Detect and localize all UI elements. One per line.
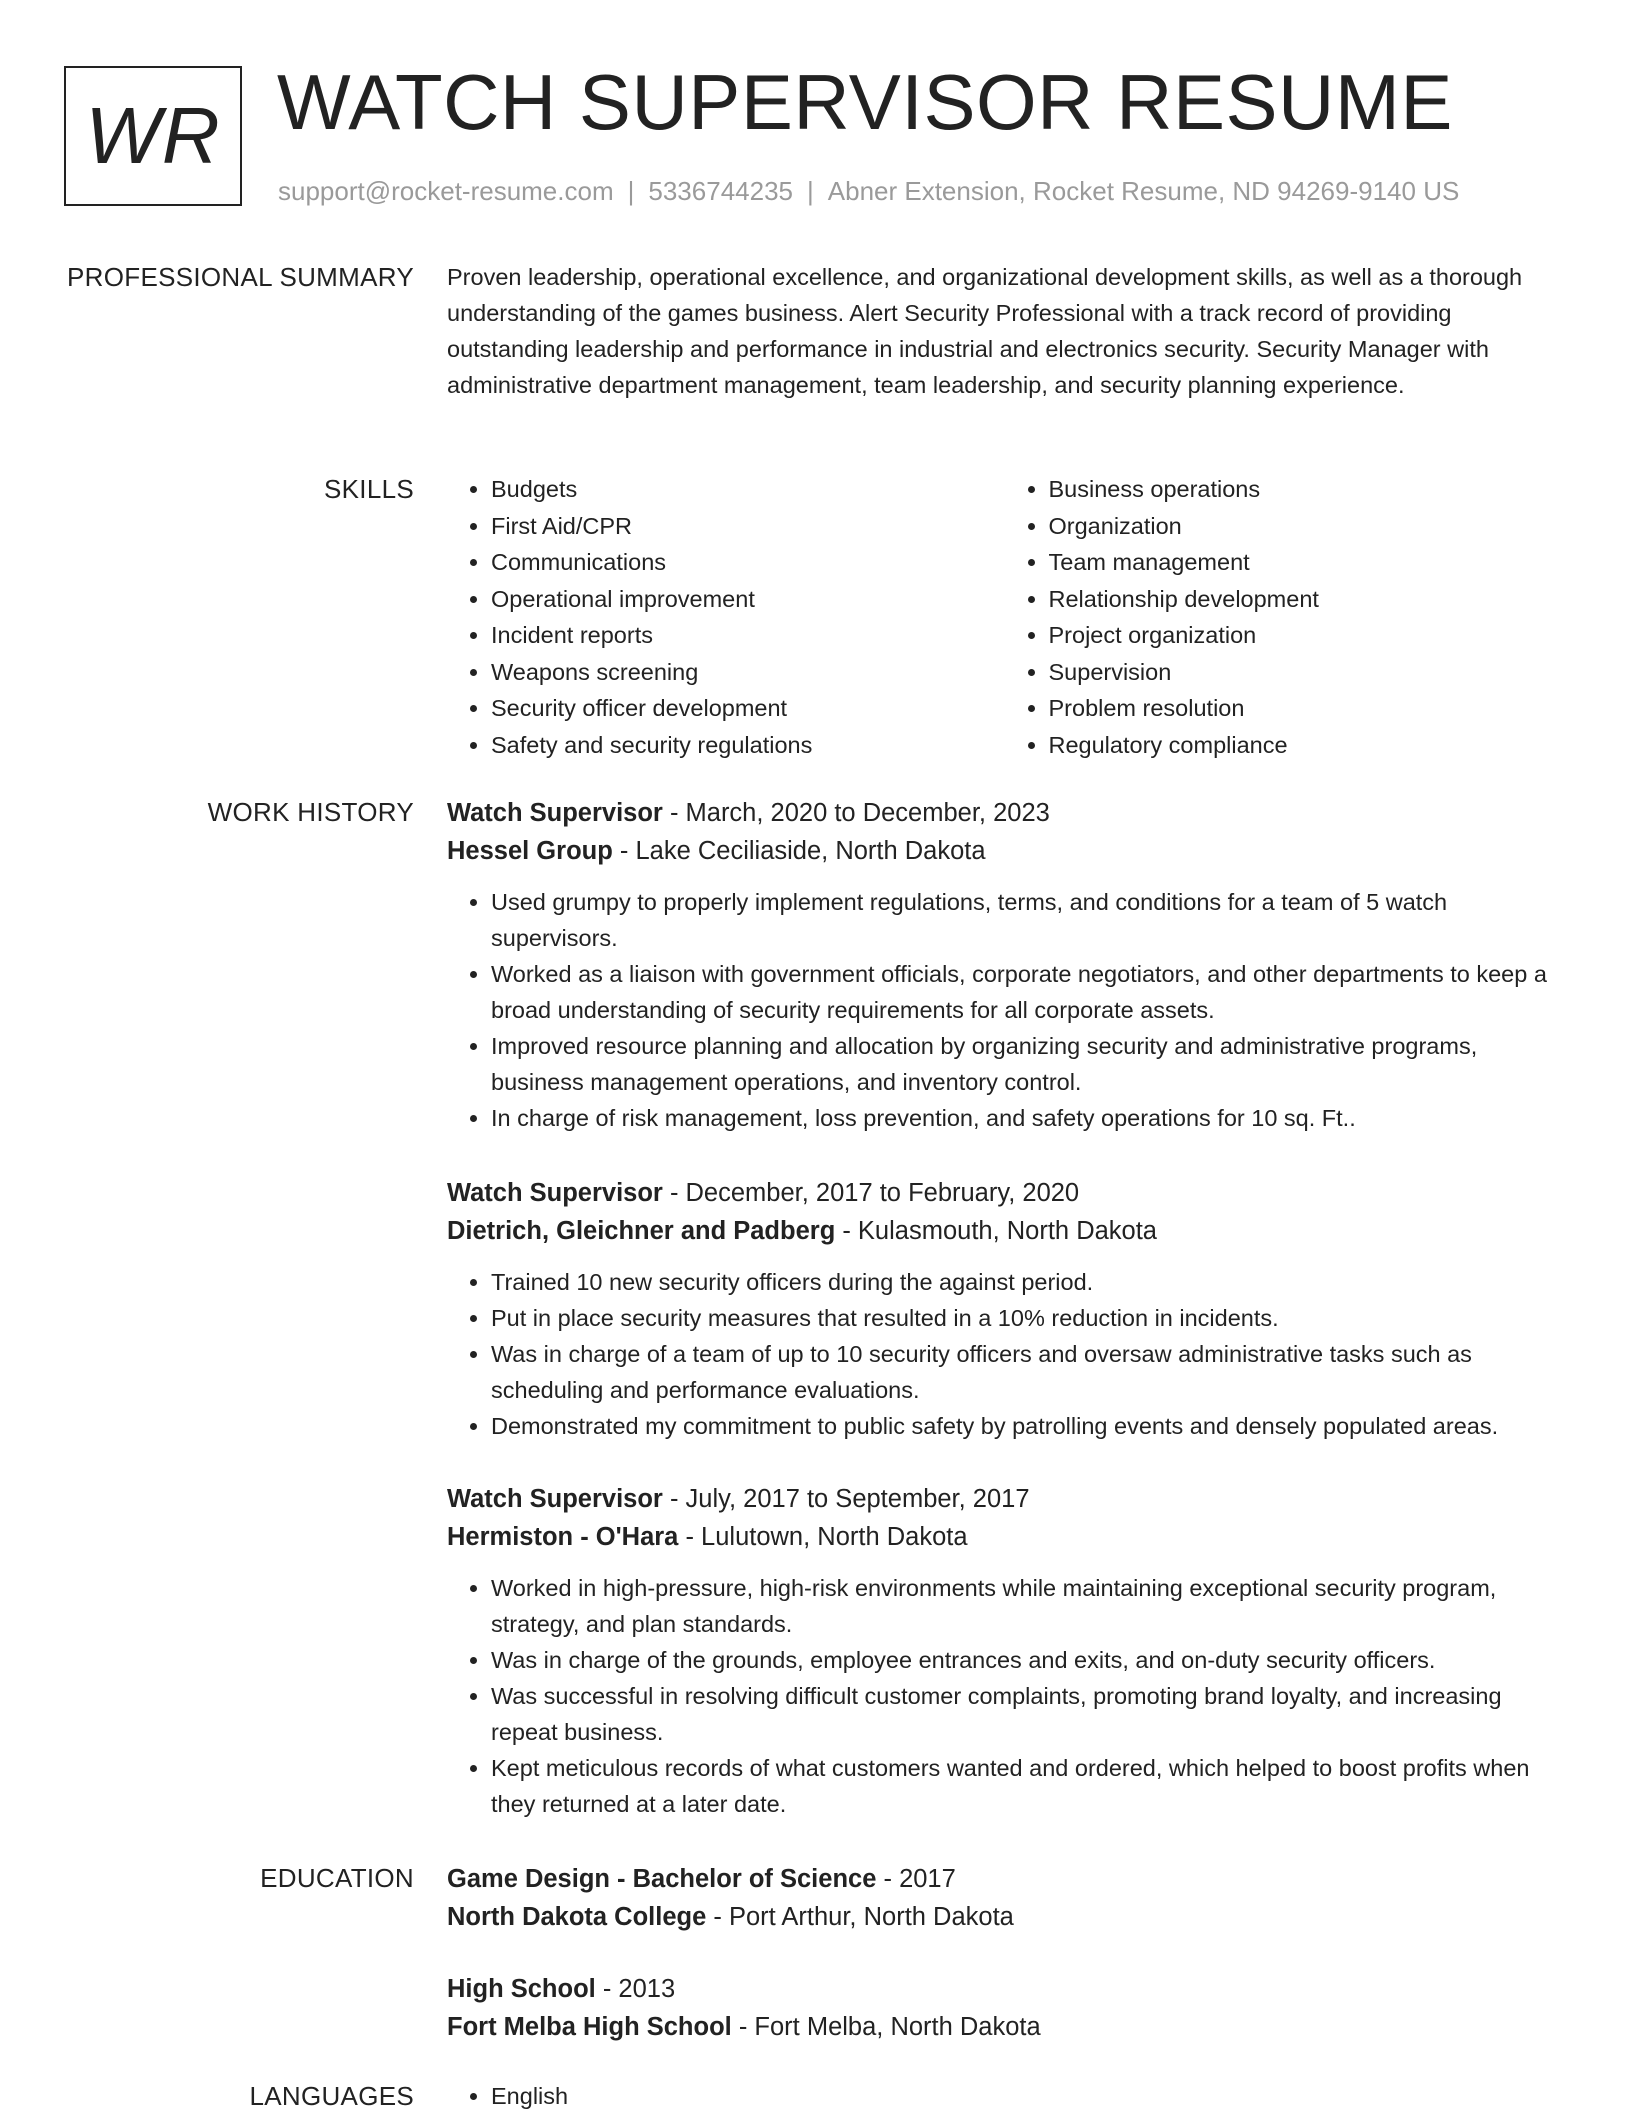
education-school-line [447, 1898, 1562, 1936]
skill-item: • Regulatory compliance [1049, 727, 1563, 764]
job-bullet: • Was successful in resolving difficult customer complaints, promoting brand loyalty, and increasing repeat business. [491, 1678, 1562, 1750]
education-year: - 2017 [876, 1865, 956, 1893]
job-title-line [447, 1480, 1562, 1518]
contact-line [278, 174, 1459, 208]
job-bullet: • Was in charge of the grounds, employee entrances and exits, and on-duty security officers. [491, 1642, 1562, 1678]
job-title: Watch Supervisor [447, 1485, 663, 1513]
skill-item: • First Aid/CPR [491, 508, 1005, 545]
job-bullet: • Used grumpy to properly implement regulations, terms, and conditions for a team of 5 watch supervisors. [491, 884, 1562, 956]
skill-item: • Incident reports [491, 617, 1005, 654]
job-dates: - March, 2020 to December, 2023 [662, 799, 1050, 827]
job-title-line [447, 794, 1562, 832]
languages-list [447, 2078, 1562, 2112]
education-school-line [447, 2008, 1562, 2046]
education-entry [447, 1970, 1562, 2046]
job-title: Watch Supervisor [447, 799, 663, 827]
education-entry [447, 1860, 1562, 1936]
skills-heading: SKILLS [324, 474, 414, 504]
job-bullet: • Was in charge of a team of up to 10 security officers and oversaw administrative tasks such as scheduling and performance evaluations. [491, 1336, 1562, 1408]
language-item: • English [491, 2078, 1562, 2112]
summary-text: Proven leadership, operational excellence, and organizational development skills, as well as a thorough understanding of the games business. Alert Security Professional with a track record of providing outstanding leadership and performance in industrial and electronics security. Security Manager with administrative department management, team leadership, and security planning experience. [447, 264, 1523, 398]
skill-item: • Business operations [1049, 471, 1563, 508]
skill-item: • Project organization [1049, 617, 1563, 654]
job-bullet: • Improved resource planning and allocation by organizing security and administrative programs, business management operations, and inventory control. [491, 1028, 1562, 1100]
skill-item: • Communications [491, 544, 1005, 581]
skill-item: • Relationship development [1049, 581, 1563, 618]
job-location: - Kulasmouth, North Dakota [835, 1217, 1157, 1245]
job-company: Hessel Group [447, 837, 613, 865]
job-company-line [447, 1212, 1562, 1250]
job-company: Hermiston - O'Hara [447, 1523, 679, 1551]
education-year: - 2013 [595, 1975, 676, 2003]
job-bullet: • Demonstrated my commitment to public safety by patrolling events and densely populated areas. [491, 1408, 1562, 1444]
job-company: Dietrich, Gleichner and Padberg [447, 1217, 836, 1245]
education-degree-line [447, 1970, 1562, 2008]
skill-item: • Safety and security regulations [491, 727, 1005, 764]
contact-address: Abner Extension, Rocket Resume, ND 94269-9140 US [827, 176, 1460, 206]
job-bullets [447, 1570, 1562, 1822]
job-title: Watch Supervisor [447, 1179, 663, 1207]
education-heading: EDUCATION [260, 1863, 414, 1893]
job-company-line [447, 832, 1562, 870]
skill-item: • Operational improvement [491, 581, 1005, 618]
skill-item: • Security officer development [491, 690, 1005, 727]
contact-separator: | [627, 176, 635, 206]
job-bullet: • Kept meticulous records of what customers wanted and ordered, which helped to boost profits when they returned at a later date. [491, 1750, 1562, 1822]
education-location: - Fort Melba, North Dakota [731, 2013, 1041, 2041]
job-entry [447, 1174, 1562, 1444]
job-location: - Lake Ceciliaside, North Dakota [612, 837, 986, 865]
contact-separator: | [807, 176, 814, 206]
job-title-line [447, 1174, 1562, 1212]
job-bullet: • Worked in high-pressure, high-risk environments while maintaining exceptional security program, strategy, and plan standards. [491, 1570, 1562, 1642]
education-degree-line [447, 1860, 1562, 1898]
skill-item: • Problem resolution [1049, 690, 1563, 727]
skill-item: • Organization [1049, 508, 1563, 545]
job-entry [447, 794, 1562, 1136]
monogram-text: WR [85, 91, 221, 180]
skills-list-right [1005, 471, 1563, 763]
job-bullets [447, 1264, 1562, 1444]
languages-body [447, 2078, 1562, 2112]
skills-body [447, 471, 1562, 763]
job-bullet: • In charge of risk management, loss prevention, and safety operations for 10 sq. Ft.. [491, 1100, 1562, 1136]
job-dates: - December, 2017 to February, 2020 [662, 1179, 1080, 1207]
contact-email: support@rocket-resume.com [278, 176, 614, 206]
skill-item: • Team management [1049, 544, 1563, 581]
work-history-heading: WORK HISTORY [207, 797, 414, 827]
job-company-line [447, 1518, 1562, 1556]
job-location: - Lulutown, North Dakota [678, 1523, 968, 1551]
page-title: WATCH SUPERVISOR RESUME [277, 58, 1453, 146]
skill-item: • Budgets [491, 471, 1005, 508]
skill-item: • Supervision [1049, 654, 1563, 691]
education-school: North Dakota College [447, 1903, 707, 1931]
job-dates: - July, 2017 to September, 2017 [662, 1485, 1030, 1513]
job-entry [447, 1480, 1562, 1822]
summary-heading: PROFESSIONAL SUMMARY [67, 262, 414, 292]
education-degree: Game Design - Bachelor of Science [447, 1865, 877, 1893]
contact-phone: 5336744235 [648, 176, 793, 206]
summary-body [447, 259, 1562, 403]
education-school: Fort Melba High School [447, 2013, 732, 2041]
skills-list-left [447, 471, 1005, 763]
job-bullet: • Worked as a liaison with government officials, corporate negotiators, and other departments to keep a broad understanding of security requirements for all corporate assets. [491, 956, 1562, 1028]
education-location: - Port Arthur, North Dakota [706, 1903, 1014, 1931]
job-bullet: • Put in place security measures that resulted in a 10% reduction in incidents. [491, 1300, 1562, 1336]
monogram-logo [64, 66, 242, 206]
education-degree: High School [447, 1975, 596, 2003]
languages-heading: LANGUAGES [249, 2081, 414, 2111]
job-bullet: • Trained 10 new security officers during the against period. [491, 1264, 1562, 1300]
job-bullets [447, 884, 1562, 1136]
skill-item: • Weapons screening [491, 654, 1005, 691]
